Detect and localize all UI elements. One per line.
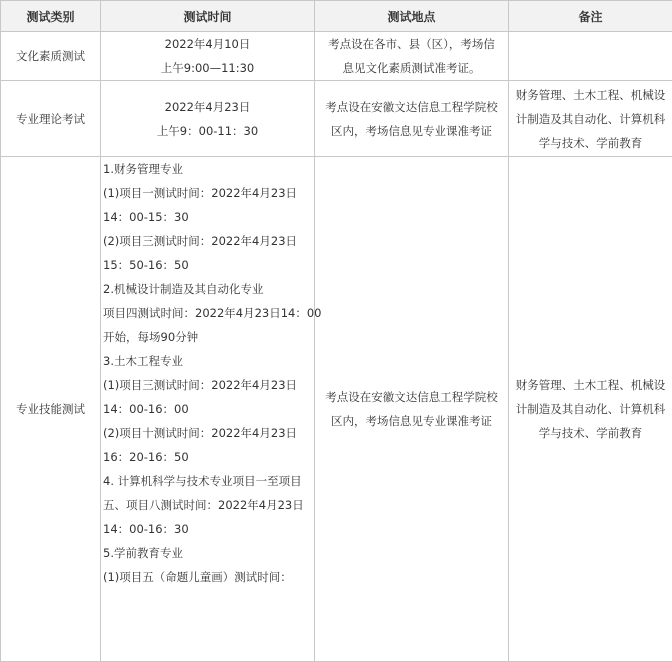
- time-line: 5.学前教育专业: [101, 541, 314, 565]
- time-line: 14：00-15：30: [101, 205, 314, 229]
- location-line: 考点设在安徽文达信息工程学院校: [315, 95, 508, 119]
- header-notes: 备注: [509, 1, 672, 32]
- time-cell: [101, 81, 315, 157]
- time-line: 4. 计算机科学与技术专业项目一至项目: [101, 469, 314, 493]
- notes-cell: [509, 157, 672, 662]
- time-line: 3.土木工程专业: [101, 349, 314, 373]
- notes-line: 计制造及其自动化、计算机科: [509, 397, 672, 421]
- time-line: (2)项目十测试时间：2022年4月23日: [101, 421, 314, 445]
- time-line: 16：20-16：50: [101, 445, 314, 469]
- time-line: 2.机械设计制造及其自动化专业: [101, 277, 314, 301]
- time-line: 15：50-16：50: [101, 253, 314, 277]
- category-cell: 专业技能测试: [1, 157, 101, 662]
- category-cell: 专业理论考试: [1, 81, 101, 157]
- location-line: 息见文化素质测试准考证。: [315, 56, 508, 80]
- notes-cell: [509, 32, 672, 81]
- time-line: 2022年4月10日: [101, 32, 314, 56]
- time-line: (1)项目三测试时间：2022年4月23日: [101, 373, 314, 397]
- time-line: (1)项目五（命题儿童画）测试时间：: [101, 565, 314, 589]
- location-line: 区内，考场信息见专业课准考证: [315, 409, 508, 433]
- time-line: 14：00-16：30: [101, 517, 314, 541]
- time-line: 上午9:00—11:30: [101, 56, 314, 80]
- time-line: 2022年4月23日: [101, 95, 314, 119]
- time-line: 1.财务管理专业: [101, 157, 314, 181]
- notes-line: 财务管理、土木工程、机械设: [509, 83, 672, 107]
- header-time: 测试时间: [101, 1, 315, 32]
- time-line: 五、项目八测试时间：2022年4月23日: [101, 493, 314, 517]
- location-cell: [315, 157, 509, 662]
- notes-line: 学与技术、学前教育: [509, 421, 672, 445]
- table-row: [1, 32, 672, 81]
- location-line: 考点设在安徽文达信息工程学院校: [315, 385, 508, 409]
- table-row: [1, 157, 672, 662]
- time-line: 项目四测试时间：2022年4月23日14：00: [101, 301, 314, 325]
- notes-line: 财务管理、土木工程、机械设: [509, 373, 672, 397]
- time-cell: [101, 32, 315, 81]
- time-line: (2)项目三测试时间：2022年4月23日: [101, 229, 314, 253]
- location-cell: [315, 81, 509, 157]
- table-row: [1, 81, 672, 157]
- time-line: 14：00-16：00: [101, 397, 314, 421]
- time-line: (1)项目一测试时间：2022年4月23日: [101, 181, 314, 205]
- notes-line: 学与技术、学前教育: [509, 131, 672, 155]
- notes-cell: [509, 81, 672, 157]
- time-cell: [101, 157, 315, 662]
- location-cell: [315, 32, 509, 81]
- header-location: 测试地点: [315, 1, 509, 32]
- location-line: 区内，考场信息见专业课准考证: [315, 119, 508, 143]
- time-line: 上午9：00-11：30: [101, 119, 314, 143]
- notes-line: 计制造及其自动化、计算机科: [509, 107, 672, 131]
- header-category: 测试类别: [1, 1, 101, 32]
- time-line: 开始，每场90分钟: [101, 325, 314, 349]
- location-line: 考点设在各市、县（区），考场信: [315, 32, 508, 56]
- category-cell: 文化素质测试: [1, 32, 101, 81]
- header-row: [1, 1, 672, 32]
